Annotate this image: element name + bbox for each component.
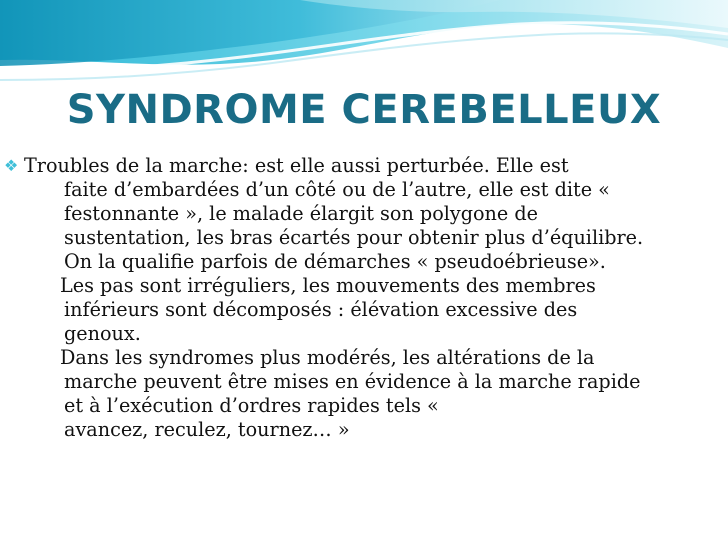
slide-title: SYNDROME CEREBELLEUX bbox=[66, 87, 662, 133]
paragraph-line: marche peuvent être mises en évidence à la marche rapide bbox=[64, 370, 641, 393]
paragraph-2 bbox=[0, 274, 700, 346]
diamond-quad-bullet-icon: ❖ bbox=[4, 156, 19, 175]
paragraph-line: festonnante », le malade élargit son polygone de bbox=[64, 202, 539, 225]
paragraph-3 bbox=[0, 346, 700, 442]
paragraph-line: avancez, reculez, tournez… » bbox=[64, 418, 350, 441]
paragraph-line: et à l’exécution d’ordres rapides tels « bbox=[64, 394, 439, 417]
paragraph-line: Les pas sont irréguliers, les mouvements des membres bbox=[60, 274, 596, 297]
paragraph-line: Dans les syndromes plus modérés, les altérations de la bbox=[60, 346, 595, 369]
paragraph-1 bbox=[0, 154, 700, 274]
paragraph-line: sustentation, les bras écartés pour obtenir plus d’équilibre. bbox=[64, 226, 644, 249]
paragraph-line: On la qualifie parfois de démarches « pseudoébrieuse». bbox=[64, 250, 606, 273]
paragraph-line: genoux. bbox=[64, 322, 141, 345]
paragraph-line: faite d’embardées d’un côté ou de l’autre, elle est dite « bbox=[64, 178, 610, 201]
paragraph-line: inférieurs sont décomposés : élévation excessive des bbox=[64, 298, 578, 321]
wave-header-decoration bbox=[0, 0, 728, 90]
paragraph-line: Troubles de la marche: est elle aussi perturbée. Elle est bbox=[24, 154, 569, 177]
slide-body bbox=[0, 154, 700, 442]
